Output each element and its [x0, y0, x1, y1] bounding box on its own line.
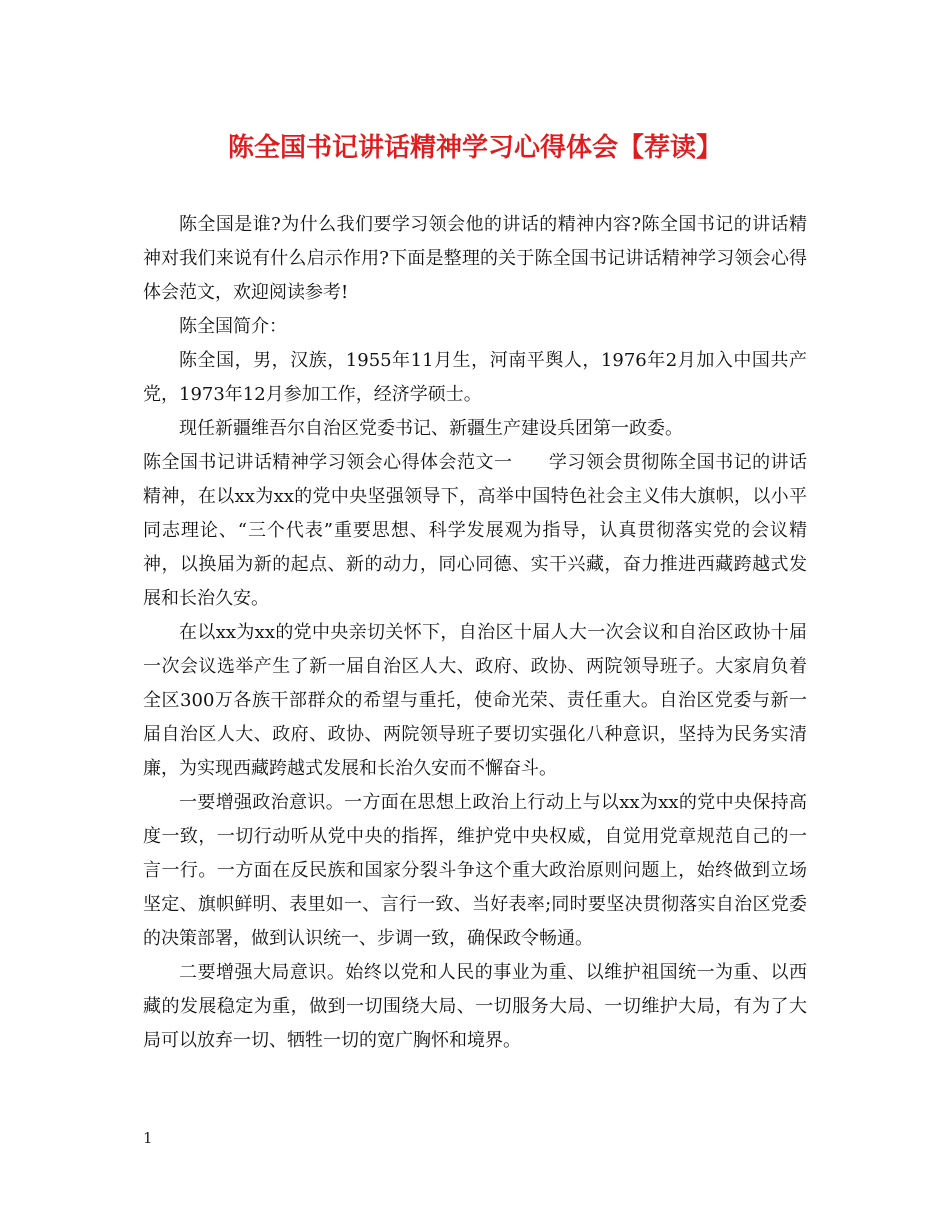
section-one-paragraph [143, 446, 807, 616]
body-paragraph: 在以xx为xx的党中央亲切关怀下，自治区十届人大一次会议和自治区政协十届一次会议选举产生了新一届自治区人大、政府、政协、两院领导班子。大家肩负着全区300万各族干部群众的希望与重托，使命光荣、责任重大。自治区党委与新一届自治区人大、政府、政协、两院领导班子要切实强化八种意识，坚持为民务实清廉，为实现西藏跨越式发展和长治久安而不懈奋斗。 [143, 622, 807, 779]
intro-paragraph: 陈全国是谁?为什么我们要学习领会他的讲话的精神内容?陈全国书记的讲话精神对我们来说有什么启示作用?下面是整理的关于陈全国书记讲话精神学习领会心得体会范文，欢迎阅读参考! [143, 214, 807, 303]
profile-paragraph: 陈全国，男，汉族，1955年11月生，河南平舆人，1976年2月加入中国共产党，1973年12月参加工作，经济学硕士。 [143, 350, 807, 405]
document-body [143, 208, 807, 1058]
section-heading: 陈全国书记讲话精神学习领会心得体会范文一 [143, 452, 513, 473]
body-paragraph: 二要增强大局意识。始终以党和人民的事业为重、以维护祖国统一为重、以西藏的发展稳定为重，做到一切围绕大局、一切服务大局、一切维护大局，有为了大局可以放弃一切、牺牲一切的宽广胸怀和境界。 [143, 962, 807, 1051]
page-number: 1 [143, 1129, 153, 1147]
body-paragraph: 一要增强政治意识。一方面在思想上政治上行动上与以xx为xx的党中央保持高度一致，一切行动听从党中央的指挥，维护党中央权威，自觉用党章规范自己的一言一行。一方面在反民族和国家分裂斗争这个重大政治原则问题上，始终做到立场坚定、旗帜鲜明、表里如一、言行一致、当好表率;同时要坚决贯彻落实自治区党委的决策部署，做到认识统一、步调一致，确保政令畅通。 [143, 792, 807, 949]
profile-heading: 陈全国简介： [179, 316, 287, 337]
current-position-paragraph: 现任新疆维吾尔自治区党委书记、新疆生产建设兵团第一政委。 [179, 418, 683, 439]
document-title: 陈全国书记讲话精神学习心得体会【荐读】 [227, 133, 722, 163]
section-first-text: 学习领会贯彻陈全国书记的讲话精神，在以xx为xx的党中央坚强领导下，高举中国特色社会主义伟大旗帜，以小平同志理论、“三个代表”重要思想、科学发展观为指导，认真贯彻落实党的会议精神，以换届为新的起点、新的动力，同心同德、实干兴藏，奋力推进西藏跨越式发展和长治久安。 [143, 452, 808, 609]
